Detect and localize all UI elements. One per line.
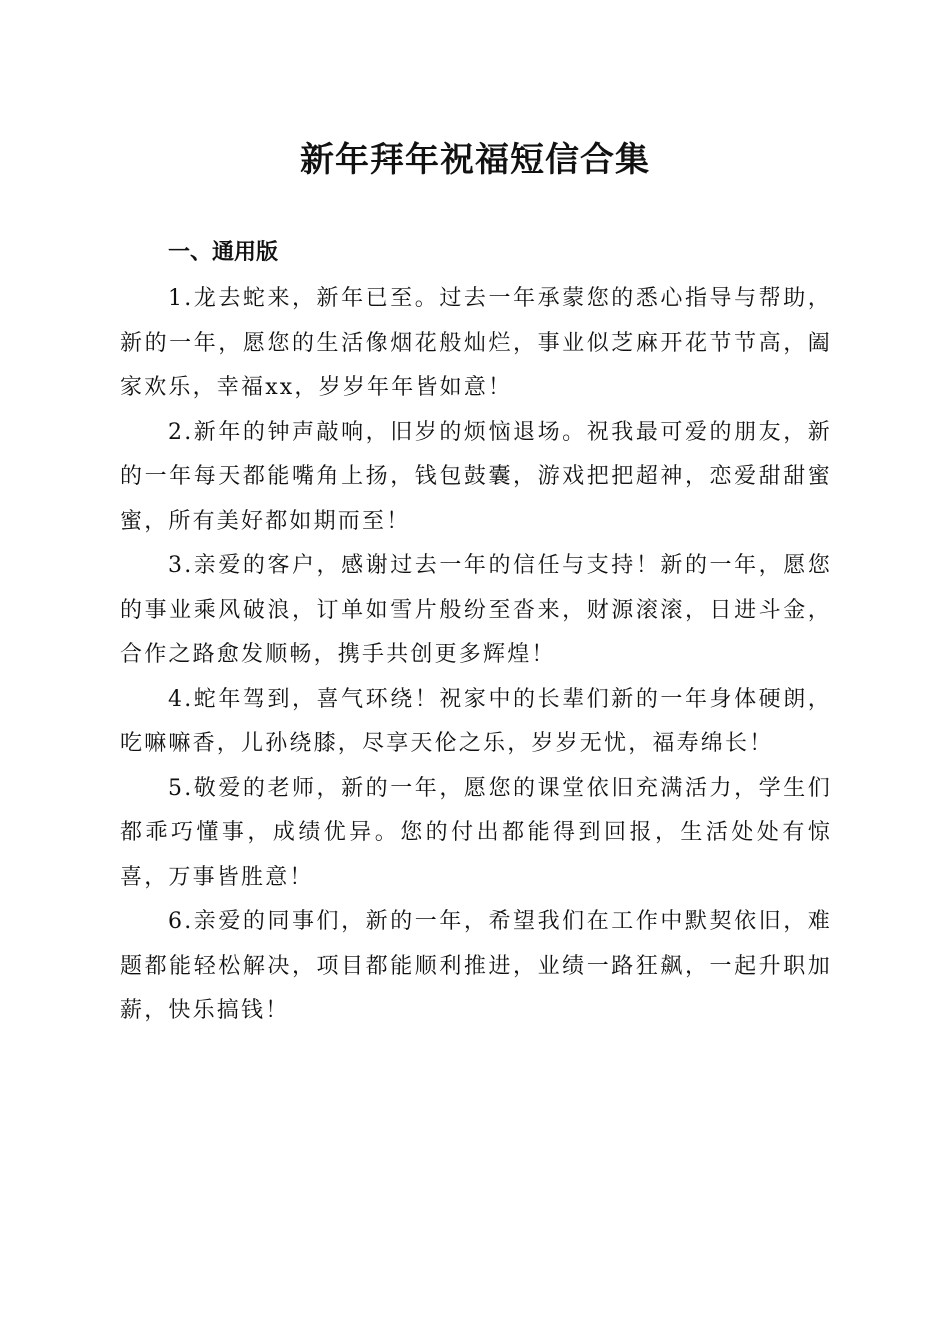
paragraph: 4.蛇年驾到，喜气环绕！祝家中的长辈们新的一年身体硬朗，吃嘛嘛香，儿孙绕膝，尽享天伦之乐，岁岁无忧，福寿绵长！: [120, 686, 832, 756]
paragraph: 3.亲爱的客户，感谢过去一年的信任与支持！新的一年，愿您的事业乘风破浪，订单如雪片般纷至沓来，财源滚滚，日进斗金，合作之路愈发顺畅，携手共创更多辉煌！: [120, 553, 832, 667]
section-heading: 一、通用版: [168, 240, 279, 265]
paragraph: 2.新年的钟声敲响，旧岁的烦恼退场。祝我最可爱的朋友，新的一年每天都能嘴角上扬，钱包鼓囊，游戏把把超神，恋爱甜甜蜜蜜，所有美好都如期而至！: [120, 419, 832, 534]
paragraph: 5.敬爱的老师，新的一年，愿您的课堂依旧充满活力，学生们都乖巧懂事，成绩优异。您的付出都能得到回报，生活处处有惊喜，万事皆胜意！: [120, 775, 832, 890]
document-body: [120, 277, 832, 1034]
paragraph: 1.龙去蛇来，新年已至。过去一年承蒙您的悉心指导与帮助，新的一年，愿您的生活像烟花般灿烂，事业似芝麻开花节节高，阖家欢乐，幸福xx，岁岁年年皆如意！: [120, 286, 832, 400]
document-title: 新年拜年祝福短信合集: [300, 140, 650, 180]
paragraph: 6.亲爱的同事们，新的一年，希望我们在工作中默契依旧，难题都能轻松解决，项目都能顺利推进，业绩一路狂飙，一起升职加薪，快乐搞钱！: [120, 909, 832, 1023]
